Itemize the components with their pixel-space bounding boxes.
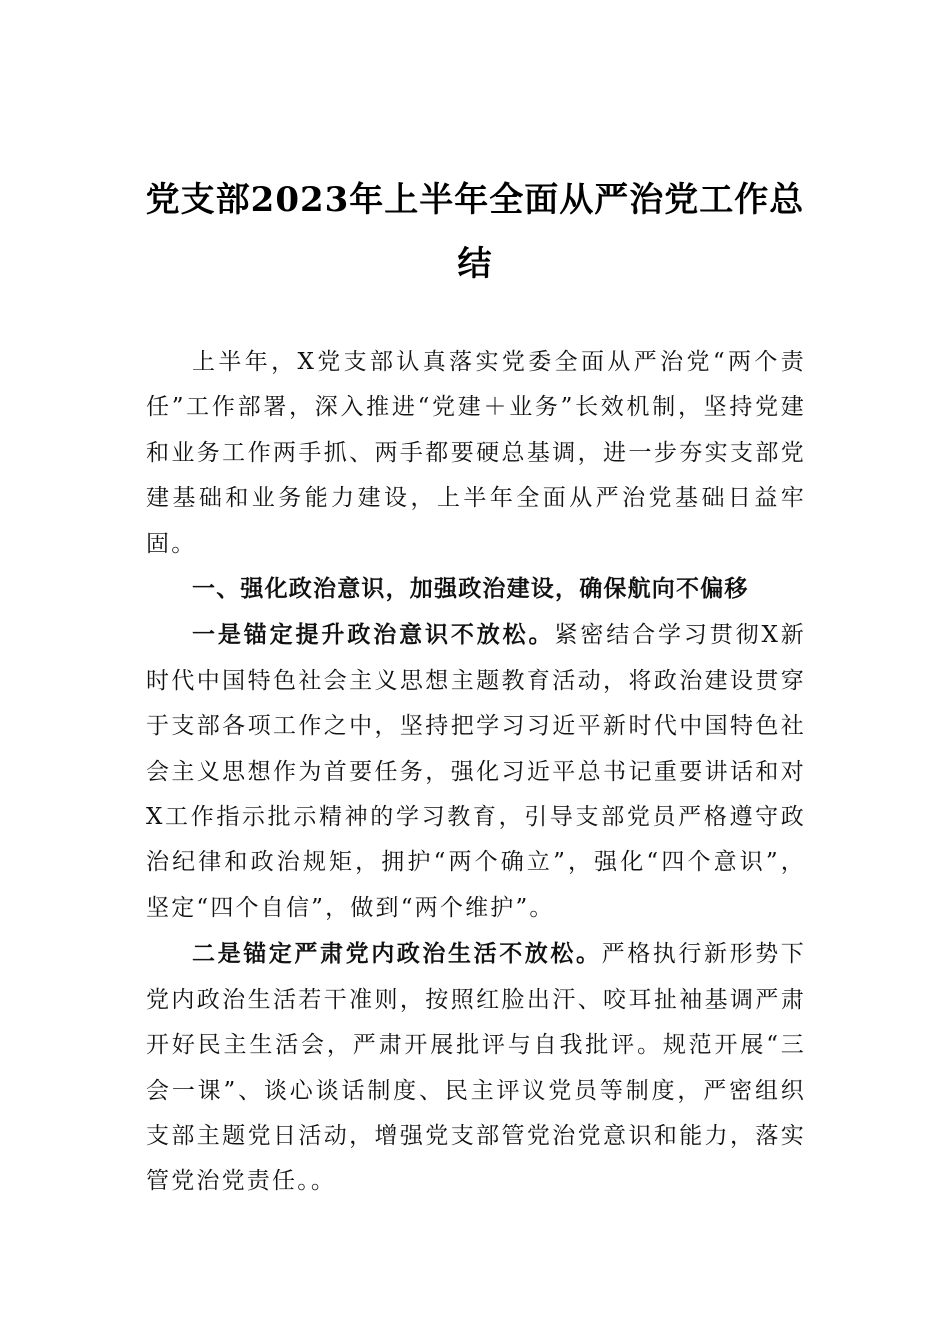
section-heading: 一、强化政治意识，加强政治建设，确保航向不偏移 [192, 576, 749, 603]
paragraph-lead: 一是锚定提升政治意识不放松。 [192, 621, 555, 649]
paragraph-text: 紧密结合学习贯彻X新时代中国特色社会主义思想主题教育活动，将政治建设贯穿于支部各项工作之中，坚持把学习习近平新时代中国特色社会主义思想作为首要任务，强化习近平总书记重要讲话和对X工作指示批示精神的学习教育，引导支部党员严格遵守政治纪律和政治规矩，拥护“两个确立”，强化“四个意识”，坚定“四个自信”，做到“两个维护”。 [146, 622, 806, 921]
paragraph-party-life [146, 931, 806, 1204]
intro-paragraph: 上半年，X党支部认真落实党委全面从严治党“两个责任”工作部署，深入推进“党建＋业务”长效机制，坚持党建和业务工作两手抓、两手都要硬总基调，进一步夯实支部党建基础和业务能力建设，上半年全面从严治党基础日益牢固。 [146, 349, 806, 557]
document-title [140, 168, 810, 296]
title-line-1: 党支部2023年上半年全面从严治党工作总 [145, 180, 805, 220]
paragraph-political-awareness [146, 612, 806, 931]
document-body [146, 340, 806, 1205]
paragraph-lead: 二是锚定严肃党内政治生活不放松。 [192, 940, 602, 968]
paragraph-text: 严格执行新形势下党内政治生活若干准则，按照红脸出汗、咬耳扯袖基调严肃开好民主生活会，严肃开展批评与自我批评。规范开展“三会一课”、谈心谈话制度、民主评议党员等制度，严密组织支部主题党日活动，增强党支部管党治党意识和能力，落实管党治党责任。。 [146, 941, 806, 1195]
title-line-2: 结 [457, 244, 493, 284]
